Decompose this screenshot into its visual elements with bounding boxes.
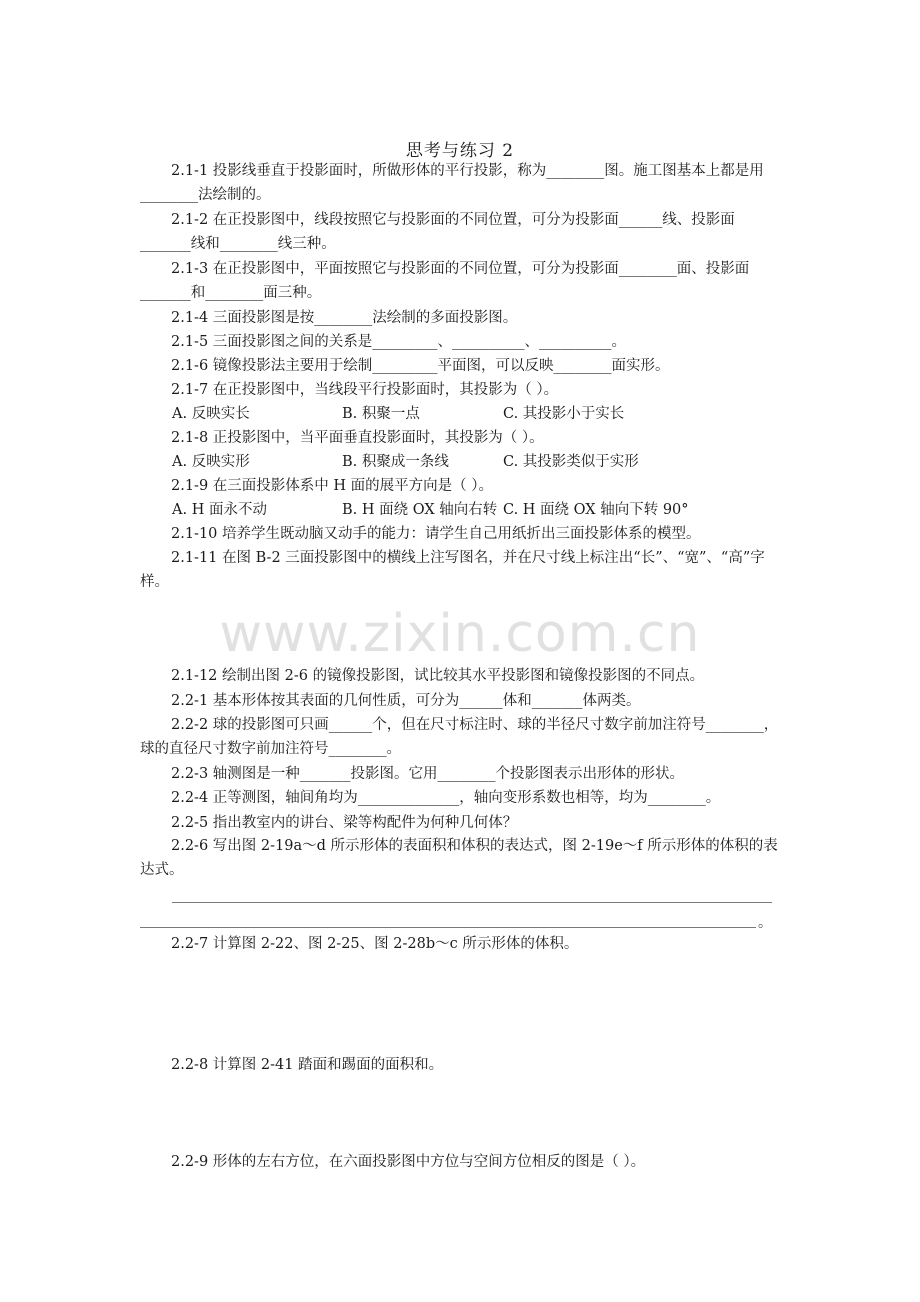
question-2-2-5: 2.2-5 指出教室内的讲台、梁等构配件为何种几何体？ bbox=[171, 815, 518, 831]
page-title: 思考与练习 2 bbox=[405, 141, 515, 161]
answer-line-1 bbox=[172, 902, 772, 903]
option-c: C. H 面绕 OX 轴向下转 90° bbox=[503, 502, 689, 518]
option-a: A. 反映实长 bbox=[172, 406, 250, 422]
question-2-2-6: 2.2-6 写出图 2-19a～d 所示形体的表面积和体积的表达式，图 2-19e～f 所示形体的体积的表达式。 bbox=[140, 838, 778, 878]
question-2-2-1: 2.2-1 基本形体按其表面的几何性质，可分为______体和_______体两类。 bbox=[171, 693, 641, 709]
option-a: A. H 面永不动 bbox=[172, 502, 267, 518]
question-2-2-4: 2.2-4 正等测图，轴间角均为______________，轴向变形系数也相等，均为________。 bbox=[171, 790, 721, 806]
question-2-2-8: 2.2-8 计算图 2-41 踏面和踢面的面积和。 bbox=[171, 1057, 444, 1073]
question-2-1-5: 2.1-5 三面投影图之间的关系是_________、__________、__________。 bbox=[171, 334, 627, 350]
question-2-1-11: 2.1-11 在图 B-2 三面投影图中的横线上注写图名，并在尺寸线上标注出“长”、“宽”、“高”字样。 bbox=[140, 550, 765, 590]
question-2-1-6: 2.1-6 镜像投影法主要用于绘制_________平面图，可以反映________面实形。 bbox=[171, 358, 670, 374]
question-2-1-4: 2.1-4 三面投影图是按________法绘制的多面投影图。 bbox=[171, 310, 518, 326]
option-c: C. 其投影类似于实形 bbox=[503, 454, 639, 470]
option-b: B. 积聚一点 bbox=[342, 406, 420, 422]
question-2-2-3: 2.2-3 轴测图是一种_______投影图。它用________个投影图表示出形体的形状。 bbox=[171, 766, 685, 782]
option-c: C. 其投影小于实长 bbox=[503, 406, 625, 422]
answer-line-2 bbox=[140, 927, 756, 928]
option-b: B. H 面绕 OX 轴向右转 bbox=[342, 502, 498, 518]
question-2-1-1: 2.1-1 投影线垂直于投影面时，所做形体的平行投影，称为________图。施工图基本上都是用________法绘制的。 bbox=[140, 163, 764, 203]
question-2-1-8: 2.1-8 正投影图中，当平面垂直投影面时，其投影为（ ）。 bbox=[171, 430, 544, 446]
question-2-1-10: 2.1-10 培养学生既动脑又动手的能力：请学生自己用纸折出三面投影体系的模型。 bbox=[171, 526, 701, 542]
watermark: www.zixin.com.cn bbox=[219, 604, 701, 664]
option-a: A. 反映实形 bbox=[172, 454, 250, 470]
question-2-2-7: 2.2-7 计算图 2-22、图 2-25、图 2-28b～c 所示形体的体积。 bbox=[171, 936, 579, 952]
answer-line-end-mark: 。 bbox=[758, 915, 772, 931]
question-2-2-9: 2.2-9 形体的左右方位，在六面投影图中方位与空间方位相反的图是（ ）。 bbox=[171, 1154, 646, 1170]
option-b: B. 积聚成一条线 bbox=[342, 454, 449, 470]
question-2-1-7: 2.1-7 在正投影图中，当线段平行投影面时，其投影为（ ）。 bbox=[171, 382, 559, 398]
question-2-1-9: 2.1-9 在三面投影体系中 H 面的展平方向是（ ）。 bbox=[171, 478, 494, 494]
question-2-1-3: 2.1-3 在正投影图中，平面按照它与投影面的不同位置，可分为投影面________面、投影面_______和________面三种。 bbox=[140, 261, 750, 301]
question-2-2-2: 2.2-2 球的投影图可只画______个，但在尺寸标注时、球的半径尺寸数字前加注符号________，球的直径尺寸数字前加注符号________。 bbox=[140, 717, 779, 757]
question-2-1-12: 2.1-12 绘制出图 2-6 的镜像投影图，试比较其水平投影图和镜像投影图的不同点。 bbox=[171, 668, 705, 684]
question-2-1-2: 2.1-2 在正投影图中，线段按照它与投影面的不同位置，可分为投影面______线、投影面_______线和________线三种。 bbox=[140, 212, 735, 252]
